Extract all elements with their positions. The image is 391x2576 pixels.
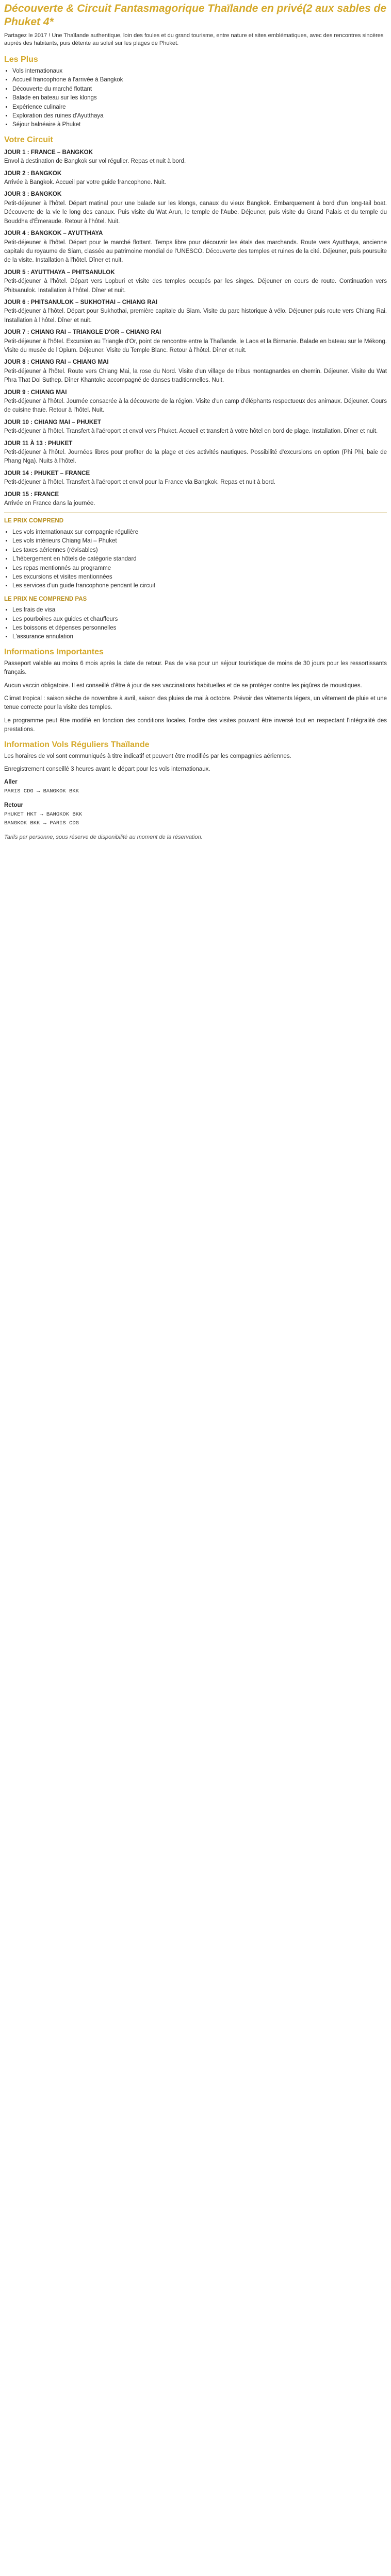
excluded-item: • Les pourboires aux guides et chauffeurs [12, 615, 387, 624]
day-text: Petit-déjeuner à l'hôtel. Départ matinal pour une balade sur les klongs, canaux du vieux Bangkok. Embarquement à bord d'un long-tail boat. Découverte de la vie le long des canaux. Puis visite du Wat Arun, le temple de l'Aube. Déjeuner, puis visite du Grand Palais et du temple du Bouddha d'Émeraude. Retour à l'hôtel. Nuit. [4, 200, 387, 225]
excluded-item: • Les frais de visa [12, 606, 387, 615]
included-item: • L'hébergement en hôtels de catégorie standard [12, 555, 387, 564]
plus-item: • Découverte du marché flottant [12, 85, 387, 94]
plus-list [4, 67, 387, 130]
excluded-title: LE PRIX NE COMPREND PAS [4, 596, 87, 602]
day-heading: JOUR 5 : AYUTTHAYA – PHITSANULOK [4, 269, 115, 276]
day-heading: JOUR 15 : FRANCE [4, 491, 59, 498]
info-paragraph: Passeport valable au moins 6 mois après la date de retour. Pas de visa pour un séjour touristique de moins de 30 jours pour les ressortissants français. [4, 660, 387, 676]
included-title: LE PRIX COMPREND [4, 518, 64, 524]
plus-item: • Accueil francophone à l'arrivée à Bangkok [12, 76, 387, 84]
page [0, 0, 391, 844]
flights [4, 778, 387, 828]
day-text: Petit-déjeuner à l'hôtel. Transfert à l'aéroport et envol vers Phuket. Accueil et transfert à votre hôtel en bord de plage. Installation. Dîner et nuit. [4, 428, 378, 435]
day-heading: JOUR 7 : CHIANG RAI – TRIANGLE D'OR – CHIANG RAI [4, 329, 161, 336]
included-list [4, 528, 387, 591]
itinerary [4, 148, 387, 509]
day-text: Petit-déjeuner à l'hôtel. Départ vers Lopburi et visite des temples occupés par les singes. Déjeuner en cours de route. Continuation vers Phitsanulok. Installation à l'hôtel. Dîner et nuit. [4, 278, 387, 294]
formalites-body [4, 659, 387, 735]
day-heading: JOUR 10 : CHIANG MAI – PHUKET [4, 419, 101, 426]
flight-line: PARIS CDG → BANGKOK BKK [4, 788, 79, 794]
flight-block [4, 801, 387, 828]
day-text: Arrivée à Bangkok. Accueil par votre guide francophone. Nuit. [4, 179, 166, 186]
plus-item: • Séjour balnéaire à Phuket [12, 121, 387, 129]
lead-paragraph: Partagez le 2017 ! Une Thaïlande authentique, loin des foules et du grand tourisme, entre nature et sites emblématiques, avec des rencontres sincères auprès des habitants, puis détente au soleil sur les plages de Phuket. [4, 32, 384, 46]
info-paragraph: Le programme peut être modifié en fonction des conditions locales, l'ordre des visites pouvant être inversé tout en respectant l'intégralité des prestations. [4, 717, 387, 733]
divider [4, 512, 387, 513]
day-text: Petit-déjeuner à l'hôtel. Excursion au Triangle d'Or, point de rencontre entre la Thaïlande, le Laos et la Birmanie. Balade en bateau sur le Mékong. Visite du musée de l'Opium. Déjeuner. Visite du Temple Blanc. Retour à l'hôtel. Dîner et nuit. [4, 338, 387, 353]
day-heading: JOUR 1 : FRANCE – BANGKOK [4, 149, 93, 156]
terms-footer: Tarifs par personne, sous réserve de disponibilité au moment de la réservation. [4, 834, 203, 841]
terms-body [4, 752, 387, 774]
formalites-title: Informations Importantes [4, 647, 104, 656]
terms-paragraph: Enregistrement conseillé 3 heures avant le départ pour les vols internationaux. [4, 766, 210, 772]
plus-item: • Exploration des ruines d'Ayutthaya [12, 112, 387, 121]
included-item: • Les services d'un guide francophone pendant le circuit [12, 582, 387, 590]
included-item: • Les vols intérieurs Chiang Mai – Phuket [12, 537, 387, 546]
day-text: Arrivée en France dans la journée. [4, 500, 95, 507]
flight-title: Aller [4, 779, 18, 786]
circuit-title: Votre Circuit [4, 135, 53, 144]
included-item: • Les repas mentionnés au programme [12, 564, 387, 573]
day-text: Petit-déjeuner à l'hôtel. Départ pour le marché flottant. Temps libre pour découvrir les étals des marchands. Route vers Ayutthaya, ancienne capitale du royaume de Siam, classée au patrimoine mondial de l'UNESCO. Découverte des temples et ruines de la cité. Déjeuner, puis poursuite de la visite. Installation à l'hôtel. Dîner et nuit. [4, 239, 387, 264]
day-text: Envol à destination de Bangkok sur vol régulier. Repas et nuit à bord. [4, 158, 186, 165]
plus-item: • Expérience culinaire [12, 103, 387, 112]
excluded-item: • Les boissons et dépenses personnelles [12, 624, 387, 633]
terms-paragraph: Les horaires de vol sont communiqués à titre indicatif et peuvent être modifiés par les compagnies aériennes. [4, 753, 291, 759]
day-heading: JOUR 6 : PHITSANULOK – SUKHOTHAI – CHIANG RAI [4, 299, 158, 306]
day-text: Petit-déjeuner à l'hôtel. Départ pour Sukhothai, première capitale du Siam. Visite du parc historique à vélo. Déjeuner puis route vers Chiang Rai. Installation à l'hôtel. Dîner et nuit. [4, 308, 387, 324]
day-text: Petit-déjeuner à l'hôtel. Journée consacrée à la découverte de la région. Visite d'un camp d'éléphants respectueux des animaux. Déjeuner. Cours de cuisine thaïe. Retour à l'hôtel. Nuit. [4, 398, 387, 414]
plus-item: • Balade en bateau sur les klongs [12, 94, 387, 103]
day-heading: JOUR 2 : BANGKOK [4, 170, 62, 177]
info-paragraph: Climat tropical : saison sèche de novembre à avril, saison des pluies de mai à octobre. Prévoir des vêtements légers, un vêtement de pluie et une tenue correcte pour la visite des temples. [4, 695, 387, 711]
flight-line: PHUKET HKT → BANGKOK BKK [4, 811, 83, 818]
info-paragraph: Aucun vaccin obligatoire. Il est conseillé d'être à jour de ses vaccinations habituelles et de se protéger contre les piqûres de moustiques. [4, 682, 362, 689]
day-heading: JOUR 9 : CHIANG MAI [4, 389, 67, 396]
day-heading: JOUR 14 : PHUKET – FRANCE [4, 470, 90, 477]
flight-block [4, 778, 387, 796]
included-item: • Les excursions et visites mentionnées [12, 573, 387, 582]
excluded-item: • L'assurance annulation [12, 633, 387, 641]
page-title: Découverte & Circuit Fantasmagorique Thaïlande en privé(2 aux sables de Phuket 4* [4, 3, 387, 28]
included-item: • Les vols internationaux sur compagnie régulière [12, 528, 387, 537]
day-heading: JOUR 8 : CHIANG RAI – CHIANG MAI [4, 359, 109, 366]
excluded-list [4, 606, 387, 642]
plus-title: Les Plus [4, 55, 38, 64]
terms-title: Information Vols Réguliers Thaïlande [4, 740, 150, 749]
flight-line: BANGKOK BKK → PARIS CDG [4, 820, 79, 827]
day-heading: JOUR 11 À 13 : PHUKET [4, 440, 73, 447]
included-item: • Les taxes aériennes (révisables) [12, 546, 387, 555]
day-text: Petit-déjeuner à l'hôtel. Transfert à l'aéroport et envol pour la France via Bangkok. Repas et nuit à bord. [4, 479, 276, 486]
day-text: Petit-déjeuner à l'hôtel. Journées libres pour profiter de la plage et des activités nautiques. Possibilité d'excursions en option (Phi Phi, baie de Phang Nga). Nuits à l'hôtel. [4, 449, 387, 465]
day-text: Petit-déjeuner à l'hôtel. Route vers Chiang Mai, la rose du Nord. Visite d'un village de tribus montagnardes en chemin. Déjeuner. Visite du Wat Phra That Doi Suthep. Dîner Khantoke accompagné de danses traditionnelles. Nuit. [4, 368, 387, 384]
plus-item: • Vols internationaux [12, 67, 387, 76]
day-heading: JOUR 3 : BANGKOK [4, 191, 62, 198]
flight-title: Retour [4, 802, 24, 809]
content [0, 0, 391, 842]
day-heading: JOUR 4 : BANGKOK – AYUTTHAYA [4, 230, 103, 237]
